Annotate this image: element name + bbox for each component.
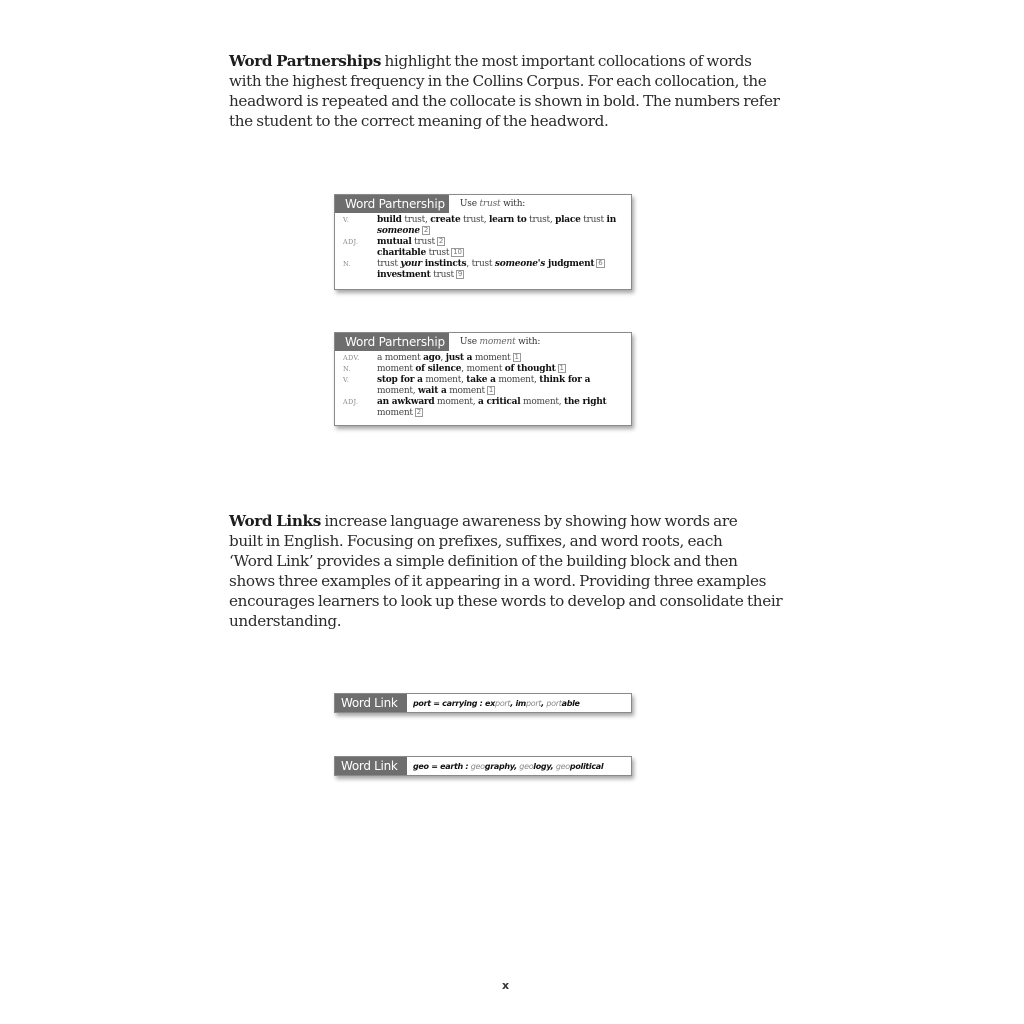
headword: trust — [479, 199, 501, 209]
collocate-text: a critical — [478, 397, 521, 407]
intro-line: the student to the correct meaning of the headword. — [229, 112, 609, 130]
meaning-number: 2 — [423, 226, 429, 234]
intro-line: highlight the most important collocations of words — [381, 52, 752, 70]
intro-line: with the highest frequency in the Collins Corpus. For each collocation, the — [229, 72, 767, 90]
collocate-text: of thought — [504, 364, 556, 374]
part-of-speech — [335, 248, 377, 259]
collocation-row — [335, 375, 631, 386]
headword-text: , moment — [461, 364, 505, 374]
part-of-speech — [335, 270, 377, 281]
collocate-text: charitable — [377, 248, 426, 258]
collocation-row — [335, 408, 631, 419]
collocations — [377, 248, 631, 259]
intro-line: ‘Word Link’ provides a simple definition of the building block and then — [229, 552, 738, 570]
box-label: Word Partnership — [335, 195, 449, 213]
collocation-row — [335, 237, 631, 248]
collocation-row — [335, 270, 631, 281]
word-part: , — [541, 698, 547, 708]
headword-text: trust, — [526, 215, 556, 225]
part-of-speech: ADJ. — [343, 238, 359, 246]
headword-text: trust — [411, 237, 435, 247]
collocate-text: think for a — [539, 375, 591, 385]
collocations — [377, 215, 631, 226]
collocate-text: of silence — [415, 364, 462, 374]
word-partnership-box-trust — [334, 194, 632, 290]
collocations — [377, 364, 631, 375]
part-of-speech — [335, 408, 377, 419]
headword-text: moment, — [434, 397, 478, 407]
word-part: able — [561, 698, 580, 708]
collocate-text: build — [377, 215, 402, 225]
intro-line: increase language awareness by showing how words are — [320, 512, 738, 530]
headword-text: trust — [377, 259, 401, 269]
collocation-row — [335, 386, 631, 397]
collocate-text: learn to — [488, 215, 527, 225]
collocate-text: judgment — [545, 259, 595, 269]
collocate-text: investment — [377, 270, 431, 280]
word-part: political — [569, 761, 604, 771]
box-header — [335, 333, 631, 351]
collocations — [377, 270, 631, 281]
box-label: Word Partnership — [335, 333, 449, 351]
collocate-text: someone's — [494, 259, 546, 269]
word-part: port = carrying : — [413, 698, 486, 708]
headword-text: trust — [430, 270, 454, 280]
word-part: graphy, — [484, 761, 520, 771]
collocation-row — [335, 248, 631, 259]
intro-line: shows three examples of it appearing in a word. Providing three examples — [229, 572, 767, 590]
word-partnerships-term: Word Partnerships — [229, 52, 382, 70]
collocate-text: mutual — [377, 237, 412, 247]
meaning-number: 1 — [559, 364, 564, 372]
meaning-number: 1 — [488, 386, 494, 394]
word-link-box-port — [334, 693, 632, 713]
meaning-number: 1 — [514, 353, 519, 361]
collocate-text: in — [606, 215, 616, 225]
collocate-text: take a — [466, 375, 496, 385]
part-of-speech: V. — [343, 376, 350, 384]
headword-text: trust — [580, 215, 607, 225]
headword-text: moment — [377, 408, 413, 418]
collocate-text: instincts — [421, 259, 467, 269]
collocations — [377, 226, 631, 237]
headword-text: moment, — [520, 397, 564, 407]
word-link-definition — [413, 762, 603, 771]
word-links-term: Word Links — [229, 512, 321, 530]
word-link-definition — [413, 699, 580, 708]
intro-line: headword is repeated and the collocate is shown in bold. The numbers refer — [229, 92, 780, 110]
collocation-row — [335, 353, 631, 364]
intro-line: encourages learners to look up these words to develop and consolidate their — [229, 592, 783, 610]
word-root-part: port — [525, 698, 542, 708]
collocations — [377, 375, 631, 386]
collocation-row — [335, 364, 631, 375]
box-label: Word Link — [335, 757, 407, 775]
part-of-speech: V. — [343, 216, 350, 224]
page-number: x — [502, 979, 510, 992]
use-with-caption — [460, 199, 525, 209]
headword-text: moment — [472, 353, 511, 363]
word-part: , im — [510, 698, 526, 708]
collocation-row — [335, 397, 631, 408]
collocation-row — [335, 259, 631, 270]
headword-text: moment, — [495, 375, 540, 385]
word-links-intro — [229, 511, 809, 631]
intro-line: built in English. Focusing on prefixes, suffixes, and word roots, each — [229, 532, 723, 550]
word-root-part: geo — [519, 761, 534, 771]
headword-text: trust, — [460, 215, 489, 225]
headword-text: moment, — [422, 375, 467, 385]
collocation-row — [335, 215, 631, 226]
part-of-speech: N. — [343, 365, 351, 373]
word-partnerships-intro — [229, 51, 809, 131]
collocate-text: just a — [445, 353, 473, 363]
use-with-caption — [460, 337, 540, 347]
word-part: logy, — [533, 761, 556, 771]
word-part: ex — [485, 698, 496, 708]
meaning-number: 9 — [457, 270, 463, 278]
part-of-speech — [335, 226, 377, 237]
collocations — [377, 237, 631, 248]
word-root-part: port — [546, 698, 562, 708]
box-body — [335, 351, 631, 419]
meaning-number: 10 — [453, 248, 462, 256]
meaning-number: 2 — [416, 408, 421, 416]
headword-text: moment, — [377, 386, 418, 396]
headword-text: moment — [377, 364, 416, 374]
collocate-text: ago — [423, 353, 441, 363]
use-prefix: Use — [459, 337, 480, 347]
headword-text: a moment — [377, 353, 424, 363]
collocate-text: the right — [563, 397, 607, 407]
intro-line: understanding. — [229, 612, 342, 630]
part-of-speech: ADV. — [343, 354, 360, 362]
word-root-part: port — [495, 698, 511, 708]
collocate-text: someone — [377, 226, 420, 236]
collocation-row — [335, 226, 631, 237]
meaning-number: 2 — [438, 237, 444, 245]
collocate-text: stop for a — [377, 375, 423, 385]
collocate-text: wait a — [417, 386, 447, 396]
part-of-speech: N. — [343, 260, 351, 268]
box-body — [335, 213, 631, 281]
collocations — [377, 386, 631, 397]
collocations — [377, 259, 631, 270]
collocate-text: an awkward — [377, 397, 435, 407]
collocate-text: create — [430, 215, 461, 225]
box-label: Word Link — [335, 694, 407, 712]
word-partnership-box-moment — [334, 332, 632, 426]
collocate-text: place — [555, 215, 581, 225]
use-suffix: with: — [515, 337, 541, 347]
collocations — [377, 397, 631, 408]
headword-text: trust, — [401, 215, 431, 225]
part-of-speech: ADJ. — [343, 398, 359, 406]
headword-text: , trust — [466, 259, 495, 269]
box-header — [335, 195, 631, 213]
headword-text: trust — [425, 248, 450, 258]
collocate-text: your — [400, 259, 422, 269]
headword: moment — [479, 337, 516, 347]
collocations — [377, 408, 631, 419]
headword-text: moment — [446, 386, 485, 396]
word-link-box-geo — [334, 756, 632, 776]
use-suffix: with: — [500, 199, 526, 209]
collocations — [377, 353, 631, 364]
word-root-part: geo — [470, 761, 485, 771]
meaning-number: 6 — [598, 259, 603, 267]
use-prefix: Use — [459, 199, 480, 209]
part-of-speech — [335, 386, 377, 397]
headword-text: , — [440, 353, 446, 363]
word-root-part: geo — [555, 761, 570, 771]
word-part: geo = earth : — [413, 761, 471, 771]
